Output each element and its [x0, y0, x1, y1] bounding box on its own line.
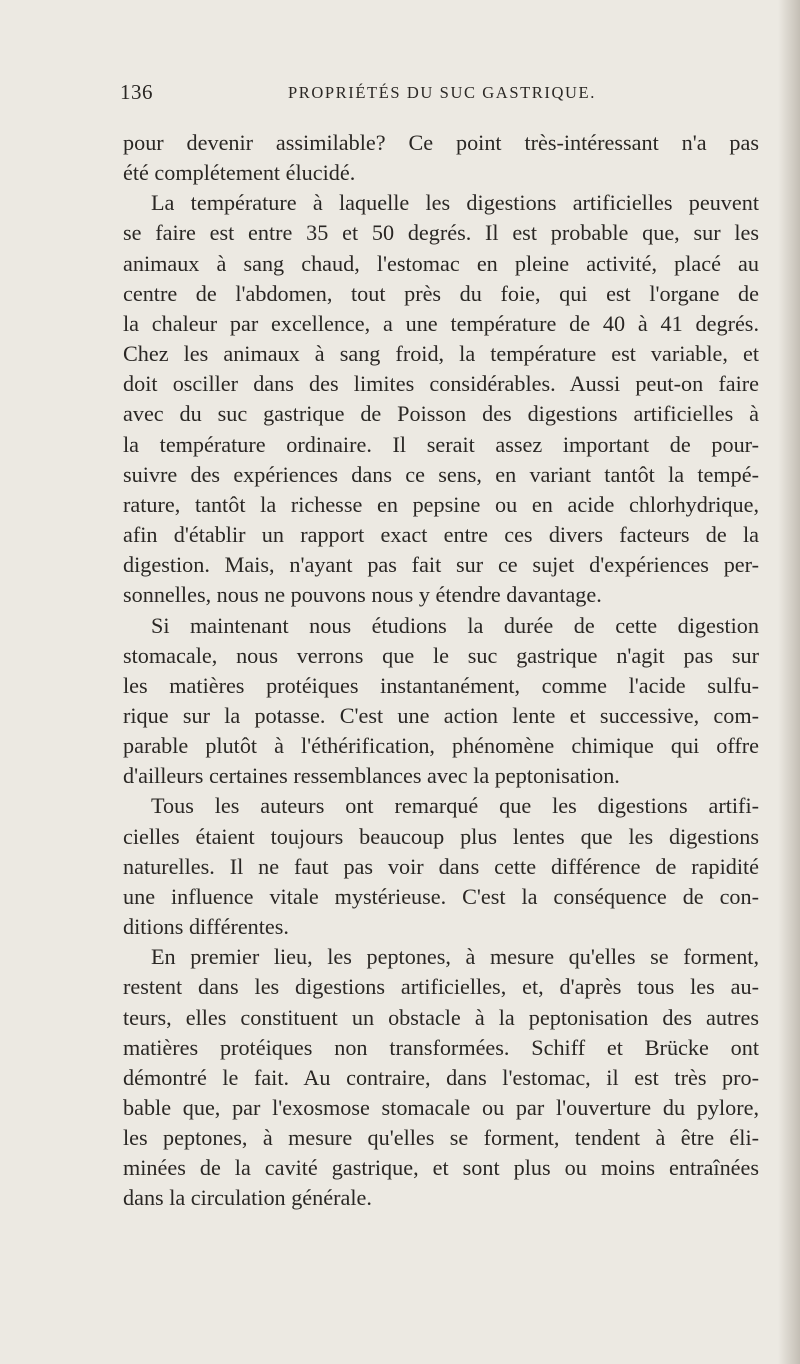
text-line: se faire est entre 35 et 50 degrés. Il est probable que, sur les: [123, 220, 759, 246]
text-line: la chaleur par excellence, a une température de 40 à 41 degrés.: [123, 310, 759, 336]
text-line: parable plutôt à l'éthérification, phénomène chimique qui offre: [123, 733, 759, 759]
text-line: cielles étaient toujours beaucoup plus lentes que les digestions: [123, 823, 759, 849]
text-line: teurs, elles constituent un obstacle à la peptonisation des autres: [123, 1004, 759, 1030]
text-line: minées de la cavité gastrique, et sont plus ou moins entraînées: [123, 1155, 759, 1181]
text-line: suivre des expériences dans ce sens, en variant tantôt la tempé-: [123, 461, 759, 487]
text-line: matières protéiques non transformées. Schiff et Brücke ont: [123, 1034, 759, 1060]
text-line: démontré le fait. Au contraire, dans l'estomac, il est très pro-: [123, 1064, 759, 1090]
text-line: ditions différentes.: [123, 914, 289, 940]
text-line: La température à laquelle les digestions artificielles peuvent: [151, 190, 759, 216]
text-line: avec du suc gastrique de Poisson des digestions artificielles à: [123, 401, 759, 427]
text-line: En premier lieu, les peptones, à mesure qu'elles se forment,: [151, 944, 759, 970]
text-line: les peptones, à mesure qu'elles se forment, tendent à être éli-: [123, 1125, 759, 1151]
running-title: PROPRIÉTÉS DU SUC GASTRIQUE.: [288, 83, 596, 102]
text-line: animaux à sang chaud, l'estomac en pleine activité, placé au: [123, 250, 759, 276]
text-line: bable que, par l'exosmose stomacale ou par l'ouverture du pylore,: [123, 1095, 759, 1120]
page-edge-shadow: [778, 0, 800, 1364]
text-line: Si maintenant nous étudions la durée de cette digestion: [151, 612, 759, 638]
text-line: naturelles. Il ne faut pas voir dans cette différence de rapidité: [123, 853, 759, 879]
text-line: Chez les animaux à sang froid, la température est variable, et: [123, 341, 759, 367]
text-line: pour devenir assimilable? Ce point très-intéressant n'a pas: [123, 130, 759, 155]
text-line: rique sur la potasse. C'est une action lente et successive, com-: [123, 702, 759, 728]
text-line: afin d'établir un rapport exact entre ces divers facteurs de la: [123, 522, 759, 548]
page-number: 136: [120, 80, 153, 104]
text-line: dans la circulation générale.: [123, 1185, 372, 1211]
text-line: doit osciller dans des limites considérables. Aussi peut-on faire: [123, 371, 759, 397]
text-line: la température ordinaire. Il serait assez important de pour-: [123, 431, 759, 457]
text-line: une influence vitale mystérieuse. C'est la conséquence de con-: [123, 883, 759, 909]
text-line: centre de l'abdomen, tout près du foie, qui est l'organe de: [123, 280, 759, 306]
text-line: rature, tantôt la richesse en pepsine ou en acide chlorhydrique,: [123, 491, 759, 517]
text-line: stomacale, nous verrons que le suc gastrique n'agit pas sur: [123, 642, 759, 668]
body-text: [123, 128, 759, 1214]
text-line: Tous les auteurs ont remarqué que les digestions artifi-: [151, 793, 759, 819]
running-head: [116, 80, 756, 110]
text-line: sonnelles, nous ne pouvons nous y étendre davantage.: [123, 582, 602, 608]
text-line: les matières protéiques instantanément, comme l'acide sulfu-: [123, 672, 759, 698]
text-line: d'ailleurs certaines ressemblances avec la peptonisation.: [123, 763, 620, 789]
text-line: été complétement élucidé.: [123, 160, 356, 186]
text-line: digestion. Mais, n'ayant pas fait sur ce sujet d'expériences per-: [123, 552, 759, 578]
text-line: restent dans les digestions artificielles, et, d'après tous les au-: [123, 974, 759, 1000]
